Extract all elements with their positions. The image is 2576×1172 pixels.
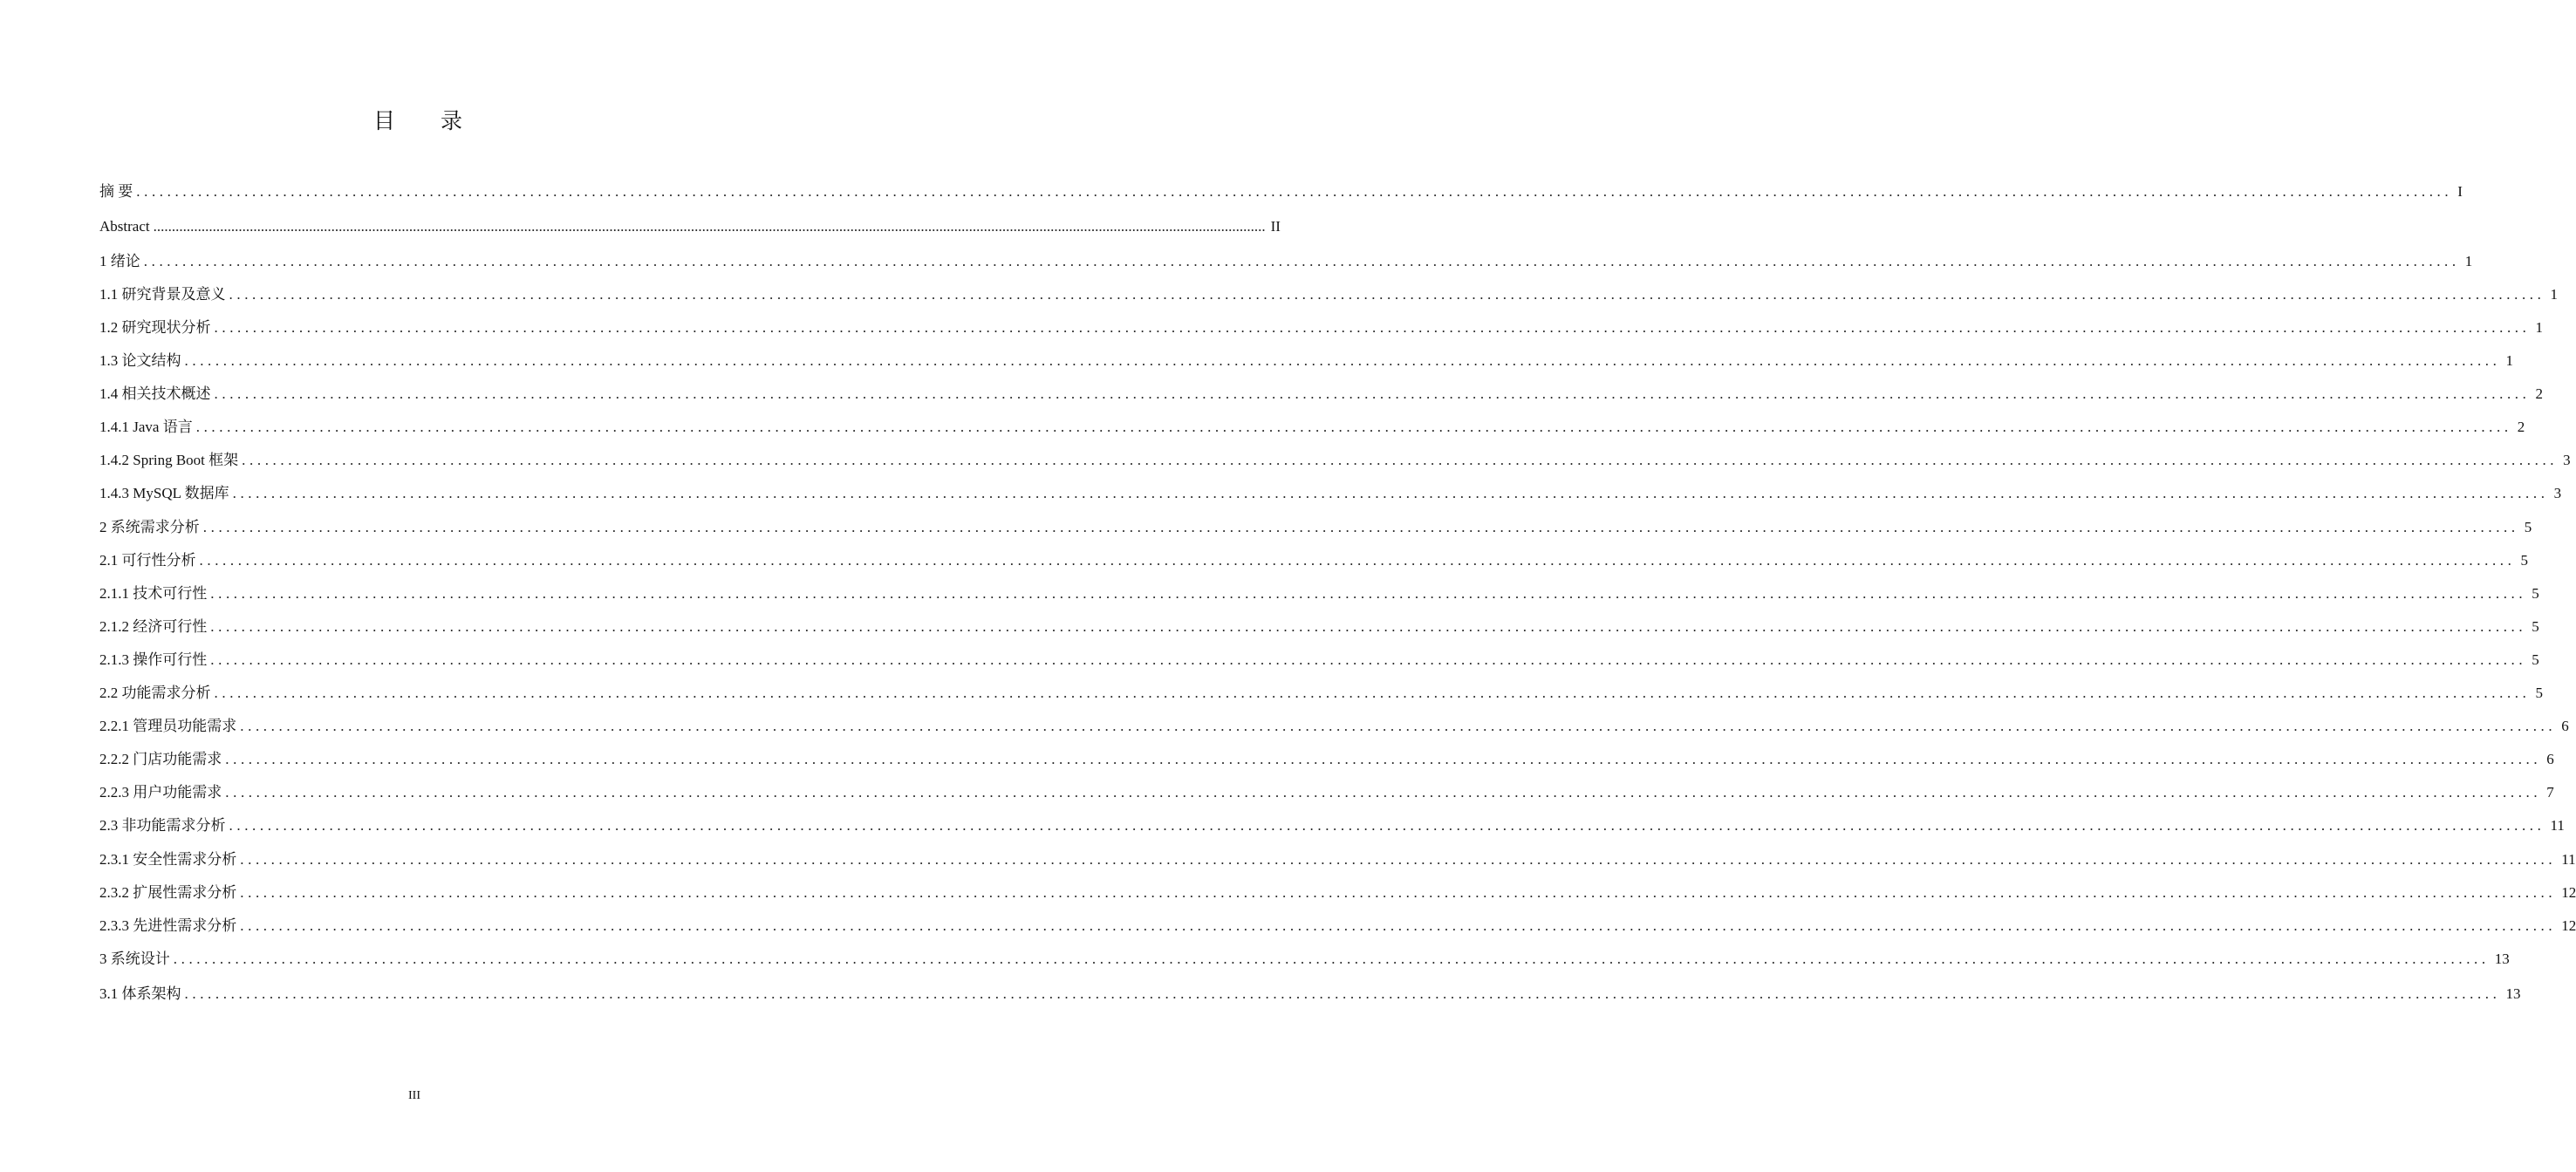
page-title: 目 录: [373, 108, 482, 133]
toc-entry-page: 1: [2505, 352, 2513, 369]
toc-entry-page: 3: [2553, 485, 2562, 501]
toc-entry[interactable]: [99, 447, 2571, 474]
dot-leader: ............................................................................................................................................................................................................................................................................................................: [232, 485, 2549, 501]
toc-entry-label: 2 系统需求分析: [99, 519, 200, 535]
toc-entry[interactable]: [99, 282, 2558, 308]
toc-entry-label: 1.4.1 Java 语言: [99, 419, 193, 435]
toc-entry[interactable]: [99, 647, 2539, 673]
dot-leader: ............................................................................................................................................................................................................................................................................................................: [229, 817, 2545, 834]
toc-entry-page: 11: [2550, 817, 2565, 834]
dot-leader: ............................................................................................................................................................................................................................................................................................................: [210, 585, 2527, 602]
toc-entry[interactable]: [99, 581, 2539, 607]
toc-entry-label: 2.1.1 技术可行性: [99, 585, 208, 602]
toc-entry[interactable]: [99, 780, 2554, 806]
toc-entry-abstract-cn[interactable]: [99, 179, 2463, 205]
toc-entry-page: 5: [2532, 618, 2539, 635]
toc-entry[interactable]: [99, 381, 2543, 407]
toc-entry-page: 5: [2520, 552, 2528, 569]
toc-entry[interactable]: [99, 913, 2576, 939]
toc-entry-label: 1.4.2 Spring Boot 框架: [99, 452, 239, 468]
dot-leader: ............................................................................................................................................................................................................................................................................................................: [210, 651, 2527, 668]
toc-entry-label: 2.3.1 安全性需求分析: [99, 851, 237, 868]
toc-entry-page: 5: [2524, 519, 2532, 535]
toc-entry[interactable]: [99, 680, 2543, 706]
toc-entry-label: 1 绪论: [99, 253, 140, 269]
dot-leader: ............................................................................................................................................................................................................................................................................................................: [240, 718, 2557, 734]
toc-entry-page: 1: [2464, 253, 2473, 269]
dot-leader: ............................................................................................................................................................................................................................................................................................................: [242, 452, 2559, 468]
toc-entry-page: 11: [2561, 851, 2576, 868]
toc-entry-page: 5: [2532, 651, 2539, 668]
toc-entry-label: 3.1 体系架构: [99, 985, 181, 1002]
toc-entry-label: 3 系统设计: [99, 951, 170, 967]
dot-leader: ............................................................................................................................................................................................................................................................................................................: [240, 851, 2557, 868]
toc-entry-label: 2.2.3 用户功能需求: [99, 784, 222, 801]
toc-entry-label: 2.3 非功能需求分析: [99, 817, 226, 834]
dot-leader: ............................................................................................................................................................................................................................................................................................................: [184, 985, 2501, 1002]
toc-entry-page: 13: [2494, 951, 2510, 967]
toc-entry-page: 5: [2535, 685, 2543, 701]
toc-entry-label: Abstract: [99, 218, 150, 235]
toc-entry-page: 3: [2563, 452, 2571, 468]
dot-leader: ............................................................................................................................................................................................................................................................................................................: [240, 917, 2557, 934]
dot-leader: ............................................................................................................................................................................................................................................................................................................: [153, 218, 1266, 235]
toc-entry[interactable]: [99, 746, 2554, 773]
toc-entry-label: 2.3.3 先进性需求分析: [99, 917, 237, 934]
toc-entry-label: 1.4 相关技术概述: [99, 385, 211, 402]
toc-entry-label: 2.1 可行性分析: [99, 552, 196, 569]
toc-entry[interactable]: [99, 414, 2525, 440]
toc-entry-page: 2: [2517, 419, 2525, 435]
dot-leader: ............................................................................................................................................................................................................................................................................................................: [184, 352, 2501, 369]
toc-entry[interactable]: [99, 480, 2562, 507]
toc-entry-page: I: [2457, 183, 2463, 200]
toc-entry-label: 2.2.2 门店功能需求: [99, 751, 222, 767]
toc-entry[interactable]: [99, 249, 2473, 275]
toc-entry-page: 5: [2532, 585, 2539, 602]
toc-entry-label: 1.3 论文结构: [99, 352, 181, 369]
toc-entry-label: 2.3.2 扩展性需求分析: [99, 884, 237, 901]
dot-leader: ............................................................................................................................................................................................................................................................................................................: [225, 751, 2542, 767]
toc-entry[interactable]: [99, 713, 2569, 739]
toc-entry-label: 2.2 功能需求分析: [99, 685, 211, 701]
toc-entry-abstract-en[interactable]: [99, 214, 1281, 240]
toc-entry-label: 2.1.2 经济可行性: [99, 618, 208, 635]
toc-entry-page: 7: [2546, 784, 2554, 801]
dot-leader: ............................................................................................................................................................................................................................................................................................................: [214, 319, 2531, 336]
toc-entry-label: 2.2.1 管理员功能需求: [99, 718, 237, 734]
dot-leader: ............................................................................................................................................................................................................................................................................................................: [225, 784, 2542, 801]
dot-leader: ............................................................................................................................................................................................................................................................................................................: [214, 385, 2531, 402]
dot-leader: ............................................................................................................................................................................................................................................................................................................: [202, 519, 2519, 535]
toc-entry[interactable]: [99, 880, 2576, 906]
toc-entry-label: 2.1.3 操作可行性: [99, 651, 208, 668]
toc-entry-page: 12: [2561, 884, 2576, 901]
toc-entry[interactable]: [99, 548, 2528, 574]
dot-leader: ............................................................................................................................................................................................................................................................................................................: [214, 685, 2531, 701]
dot-leader: ............................................................................................................................................................................................................................................................................................................: [173, 951, 2490, 967]
toc-entry[interactable]: [99, 614, 2539, 640]
dot-leader: ............................................................................................................................................................................................................................................................................................................: [240, 884, 2557, 901]
dot-leader: ............................................................................................................................................................................................................................................................................................................: [229, 286, 2545, 303]
toc-entry[interactable]: [99, 847, 2576, 873]
toc-entry-label: 摘 要: [99, 183, 133, 200]
toc-entry-label: 1.4.3 MySQL 数据库: [99, 485, 229, 501]
toc-entry-page: 6: [2546, 751, 2554, 767]
toc-entry[interactable]: [99, 981, 2521, 1007]
dot-leader: ............................................................................................................................................................................................................................................................................................................: [143, 253, 2460, 269]
footer-page-number: III: [408, 1089, 420, 1102]
toc-entry-page: 12: [2561, 917, 2576, 934]
dot-leader: ............................................................................................................................................................................................................................................................................................................: [136, 183, 2453, 200]
toc-entry-page: 2: [2535, 385, 2543, 402]
dot-leader: ............................................................................................................................................................................................................................................................................................................: [195, 419, 2512, 435]
toc-entry-label: 1.2 研究现状分析: [99, 319, 211, 336]
toc-entry[interactable]: [99, 315, 2543, 341]
toc-entry-page: 6: [2561, 718, 2569, 734]
dot-leader: ............................................................................................................................................................................................................................................................................................................: [210, 618, 2527, 635]
toc-entry-page: 13: [2505, 985, 2521, 1002]
toc-entry-page: 1: [2550, 286, 2558, 303]
toc-entry-label: 1.1 研究背景及意义: [99, 286, 226, 303]
toc-entry[interactable]: [99, 946, 2510, 972]
toc-entry[interactable]: [99, 813, 2565, 839]
toc-entry-page: II: [1270, 218, 1281, 235]
dot-leader: ............................................................................................................................................................................................................................................................................................................: [199, 552, 2516, 569]
toc-entry[interactable]: [99, 348, 2513, 374]
toc-entry[interactable]: [99, 514, 2532, 541]
toc-entry-page: 1: [2535, 319, 2543, 336]
